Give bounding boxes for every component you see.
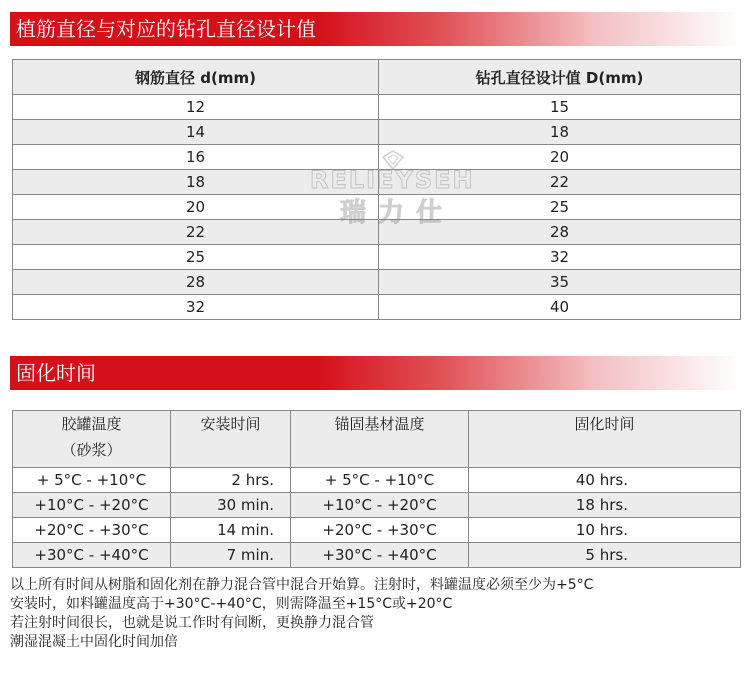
header-curing-time-text: 固化时间: [574, 415, 635, 433]
note-line: 安装时，如料罐温度高于+30°C-+40°C，则需降温至+15°C或+20°C: [10, 596, 453, 612]
rebar-diameter-cell: 12: [13, 95, 379, 120]
header-base-temp-text: 锚固基材温度: [334, 415, 425, 433]
rebar-diameter-cell: 16: [13, 145, 379, 170]
curing-time-table: [12, 410, 741, 568]
drill-diameter-cell: 18: [379, 120, 741, 145]
base-temp-cell: +30°C - +40°C: [291, 543, 469, 568]
rebar-diameter-cell: 22: [13, 220, 379, 245]
table-row: [13, 295, 741, 320]
base-temp-cell: +20°C - +30°C: [291, 518, 469, 543]
curing-time-cell: 5 hrs.: [469, 543, 741, 568]
table-row: [13, 120, 741, 145]
drill-diameter-cell: 35: [379, 270, 741, 295]
drill-diameter-cell: 40: [379, 295, 741, 320]
table-row: [13, 518, 741, 543]
table-row: [13, 220, 741, 245]
table-row: [13, 245, 741, 270]
table-row: [13, 145, 741, 170]
section-title-text: 固化时间: [16, 361, 96, 385]
header-rebar-diameter: 钢筋直径 d(mm): [13, 60, 379, 95]
note-line: 以上所有时间从树脂和固化剂在静力混合管中混合开始算。注射时，料罐温度必须至少为+5°C: [10, 577, 594, 593]
section-title-drill-diameter: [10, 12, 740, 46]
drill-diameter-cell: 25: [379, 195, 741, 220]
header-cartridge-temp-line2: （砂浆）: [61, 441, 122, 459]
curing-time-cell: 40 hrs.: [469, 468, 741, 493]
install-time-cell: 2 hrs.: [171, 468, 291, 493]
rebar-diameter-cell: 20: [13, 195, 379, 220]
cartridge-temp-cell: +20°C - +30°C: [13, 518, 171, 543]
rebar-diameter-cell: 14: [13, 120, 379, 145]
usage-notes: [10, 576, 740, 652]
rebar-diameter-cell: 32: [13, 295, 379, 320]
section-title-text: 植筋直径与对应的钻孔直径设计值: [16, 17, 316, 41]
note-line: 潮湿混凝土中固化时间加倍: [10, 634, 178, 650]
drill-diameter-cell: 28: [379, 220, 741, 245]
drill-diameter-cell: 32: [379, 245, 741, 270]
table-row: [13, 195, 741, 220]
header-cartridge-temp-line1: 胶罐温度: [61, 415, 122, 433]
header-curing-time: [469, 411, 741, 468]
rebar-diameter-cell: 25: [13, 245, 379, 270]
header-install-time-text: 安装时间: [200, 415, 261, 433]
drill-diameter-table: [12, 59, 741, 320]
curing-time-cell: 18 hrs.: [469, 493, 741, 518]
table-row: [13, 493, 741, 518]
header-install-time: [171, 411, 291, 468]
cartridge-temp-cell: +30°C - +40°C: [13, 543, 171, 568]
base-temp-cell: +10°C - +20°C: [291, 493, 469, 518]
note-line: 若注射时间很长，也就是说工作时有间断，更换静力混合管: [10, 615, 374, 631]
install-time-cell: 14 min.: [171, 518, 291, 543]
table-row: [13, 95, 741, 120]
table-row: [13, 468, 741, 493]
header-drill-diameter: 钻孔直径设计值 D(mm): [379, 60, 741, 95]
install-time-cell: 7 min.: [171, 543, 291, 568]
section-title-curing-time: [10, 356, 740, 390]
drill-diameter-cell: 20: [379, 145, 741, 170]
table-row: [13, 170, 741, 195]
header-cartridge-temp: [13, 411, 171, 468]
table-row: [13, 270, 741, 295]
header-base-temp: [291, 411, 469, 468]
rebar-diameter-cell: 18: [13, 170, 379, 195]
rebar-diameter-cell: 28: [13, 270, 379, 295]
install-time-cell: 30 min.: [171, 493, 291, 518]
table-row: [13, 543, 741, 568]
drill-diameter-cell: 15: [379, 95, 741, 120]
cartridge-temp-cell: +10°C - +20°C: [13, 493, 171, 518]
base-temp-cell: + 5°C - +10°C: [291, 468, 469, 493]
curing-time-cell: 10 hrs.: [469, 518, 741, 543]
cartridge-temp-cell: + 5°C - +10°C: [13, 468, 171, 493]
drill-diameter-cell: 22: [379, 170, 741, 195]
